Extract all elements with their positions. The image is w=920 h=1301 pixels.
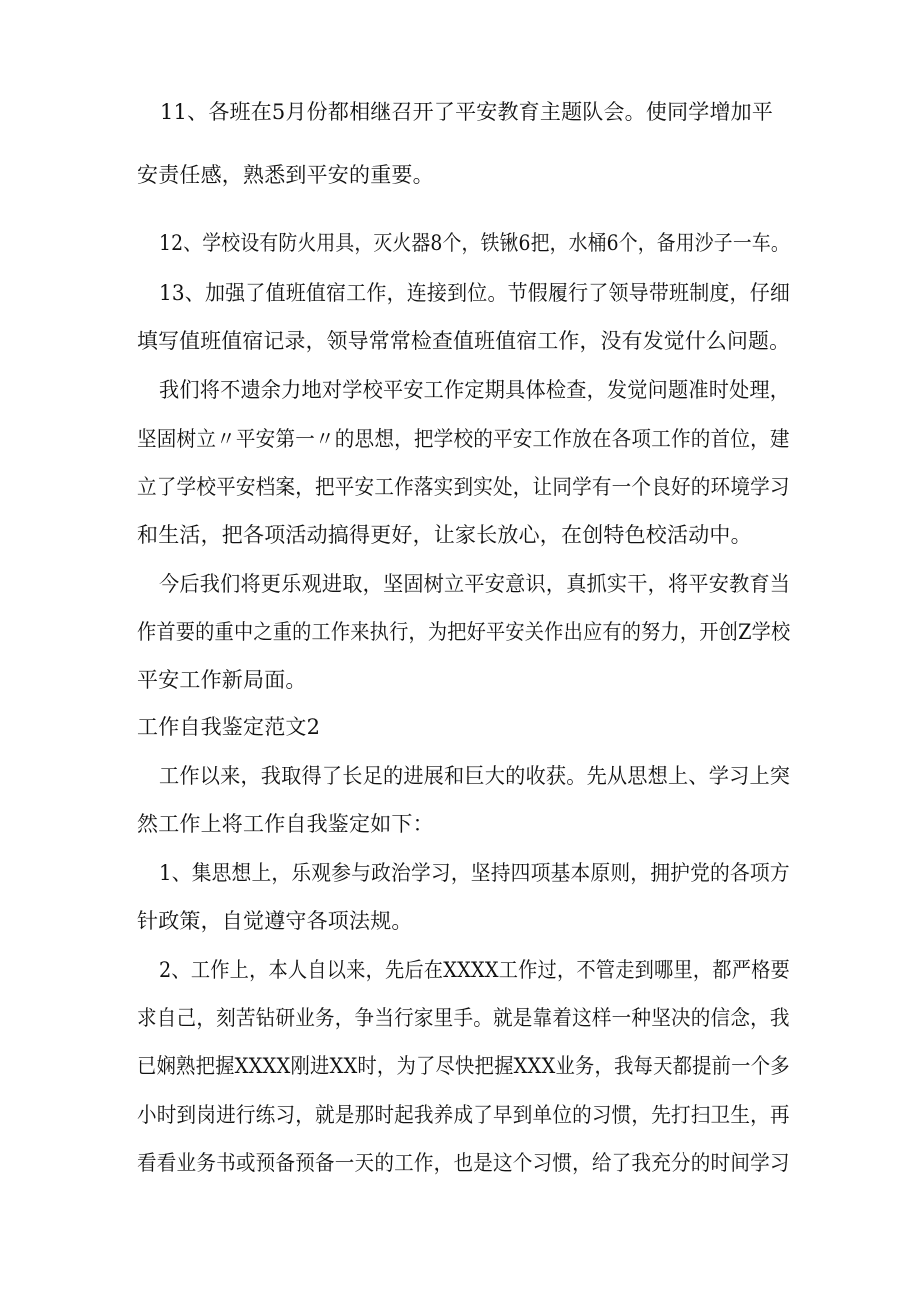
text-line-20: 已娴熟把握XXXX刚进XX时，为了尽快把握XXX业务，我每天都提前一个多 (137, 1054, 790, 1078)
text-line-4: 13、加强了值班值宿工作，连接到位。节假履行了领导带班制度，仔细 (159, 281, 791, 305)
text-line-12: 平安工作新局面。 (137, 668, 307, 692)
text-line-10: 今后我们将更乐观进取，坚固树立平安意识，真抓实干，将平安教育当 (159, 572, 791, 596)
text-line-1: 11、各班在5月份都相继召开了平安教育主题队会。使同学增加平 (160, 100, 774, 124)
text-line-9: 和生活，把各项活动搞得更好，让家长放心，在创特色校活动中。 (137, 523, 752, 547)
text-line-17: 针政策，自觉遵守各项法规。 (137, 909, 413, 933)
text-line-7: 坚固树立〃平安第一〃的思想，把学校的平安工作放在各项工作的首位，建 (137, 427, 790, 451)
text-line-18: 2、工作上，本人自以来，先后在XXXX工作过，不管走到哪里，都严格要 (159, 958, 790, 982)
text-line-15: 然工作上将工作自我鉴定如下： (137, 812, 434, 836)
text-line-3: 12、学校设有防火用具，灭火器8个，铁锹6把，水桶6个，备用沙子一车。 (159, 231, 790, 255)
text-line-2: 安责任感，熟悉到平安的重要。 (137, 163, 434, 187)
text-line-16: 1、集思想上，乐观参与政治学习，坚持四项基本原则，拥护党的各项方 (159, 861, 790, 885)
text-line-11: 作首要的重中之重的工作来执行，为把好平安关作出应有的努力，开创Z学校 (137, 620, 791, 644)
text-line-14: 工作以来，我取得了长足的进展和巨大的收获。先从思想上、学习上突 (159, 764, 791, 788)
text-line-8: 立了学校平安档案，把平安工作落实到实处，让同学有一个良好的环境学习 (137, 475, 790, 499)
section-heading: 工作自我鉴定范文2 (137, 715, 321, 739)
text-line-6: 我们将不遗余力地对学校平安工作定期具体检查，发觉问题准时处理， (159, 378, 791, 402)
text-line-21: 小时到岗进行练习，就是那时起我养成了早到单位的习惯，先打扫卫生，再 (137, 1103, 790, 1127)
text-line-5: 填写值班值宿记录，领导常常检查值班值宿工作，没有发觉什么问题。 (137, 329, 791, 353)
text-line-22: 看看业务书或预备预备一天的工作，也是这个习惯，给了我充分的时间学习 (137, 1151, 790, 1175)
text-line-19: 求自己，刻苦钻研业务，争当行家里手。就是靠着这样一种坚决的信念，我 (137, 1006, 790, 1030)
